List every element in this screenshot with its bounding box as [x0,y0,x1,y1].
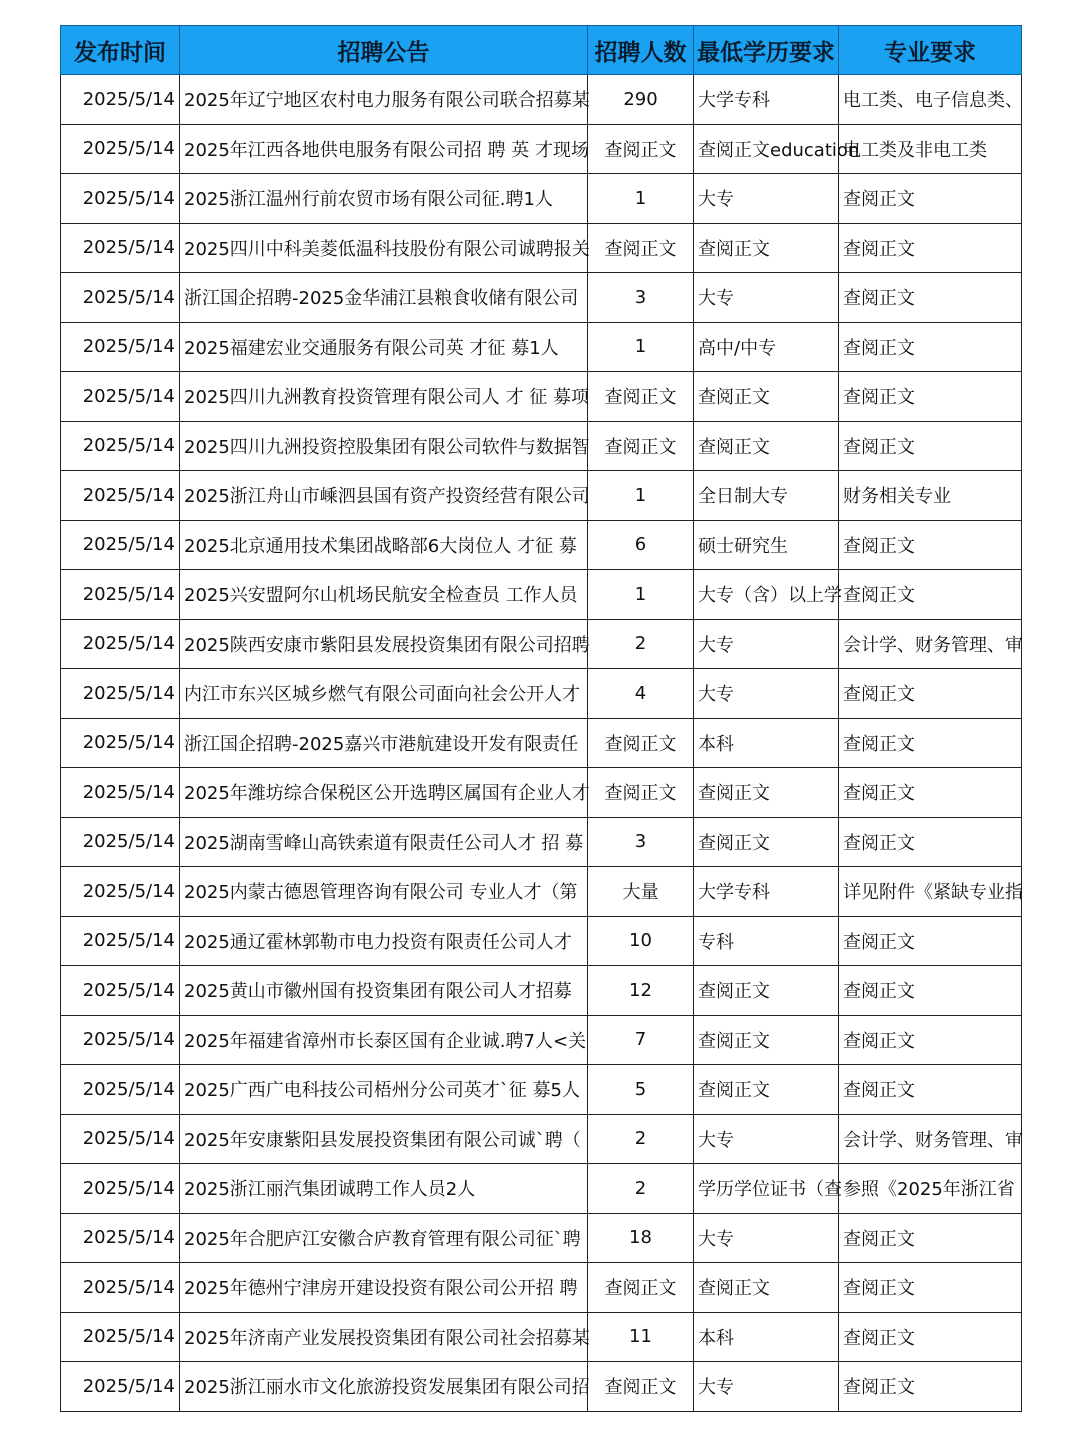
cell-min-education: 查阅正文 [694,817,839,867]
cell-publish-date: 2025/5/14 [61,619,180,669]
cell-major: 查阅正文 [839,570,1022,620]
cell-min-education: 本科 [694,1312,839,1362]
cell-major: 参照《2025年浙江省 [839,1164,1022,1214]
cell-announcement-link[interactable]: 2025浙江舟山市嵊泗县国有资产投资经营有限公司 [180,471,588,521]
cell-headcount: 查阅正文 [588,1362,694,1412]
cell-announcement-link[interactable]: 2025陕西安康市紫阳县发展投资集团有限公司招聘 [180,619,588,669]
cell-announcement-link[interactable]: 2025年江西各地供电服务有限公司招 聘 英 才现场 [180,124,588,174]
cell-major: 会计学、财务管理、审 [839,619,1022,669]
cell-publish-date: 2025/5/14 [61,421,180,471]
table-row [61,471,1022,521]
table-row [61,273,1022,323]
cell-announcement-link[interactable]: 2025兴安盟阿尔山机场民航安全检查员 工作人员 [180,570,588,620]
cell-major: 查阅正文 [839,372,1022,422]
cell-major: 查阅正文 [839,322,1022,372]
cell-min-education: 查阅正文 [694,1065,839,1115]
cell-major: 查阅正文 [839,768,1022,818]
cell-major: 查阅正文 [839,1065,1022,1115]
cell-major: 会计学、财务管理、审 [839,1114,1022,1164]
cell-headcount: 10 [588,916,694,966]
table-row [61,768,1022,818]
cell-headcount: 18 [588,1213,694,1263]
cell-headcount: 6 [588,520,694,570]
cell-headcount: 11 [588,1312,694,1362]
table-body [61,75,1022,1412]
cell-min-education: 查阅正文 [694,966,839,1016]
header-major: 专业要求 [839,26,1022,75]
cell-headcount: 12 [588,966,694,1016]
cell-min-education: 硕士研究生 [694,520,839,570]
cell-publish-date: 2025/5/14 [61,1213,180,1263]
cell-min-education: 查阅正文education [694,124,839,174]
table-row [61,817,1022,867]
cell-headcount: 290 [588,75,694,125]
cell-min-education: 高中/中专 [694,322,839,372]
table-row [61,124,1022,174]
cell-major: 查阅正文 [839,1015,1022,1065]
cell-publish-date: 2025/5/14 [61,1114,180,1164]
table-row [61,966,1022,1016]
cell-min-education: 查阅正文 [694,1263,839,1313]
cell-publish-date: 2025/5/14 [61,817,180,867]
cell-headcount: 1 [588,570,694,620]
cell-min-education: 大专 [694,1114,839,1164]
cell-announcement-link[interactable]: 2025浙江丽汽集团诚聘工作人员2人 [180,1164,588,1214]
cell-publish-date: 2025/5/14 [61,1362,180,1412]
cell-headcount: 查阅正文 [588,223,694,273]
table-row [61,1114,1022,1164]
cell-publish-date: 2025/5/14 [61,669,180,719]
table-row [61,619,1022,669]
table-row [61,570,1022,620]
cell-headcount: 查阅正文 [588,124,694,174]
cell-publish-date: 2025/5/14 [61,1312,180,1362]
table-row [61,916,1022,966]
cell-headcount: 7 [588,1015,694,1065]
table-row [61,223,1022,273]
table-row [61,1164,1022,1214]
cell-major: 详见附件《紧缺专业指 [839,867,1022,917]
cell-min-education: 大专 [694,1362,839,1412]
cell-headcount: 大量 [588,867,694,917]
header-announcement: 招聘公告 [180,26,588,75]
cell-min-education: 大学专科 [694,867,839,917]
cell-min-education: 全日制大专 [694,471,839,521]
cell-publish-date: 2025/5/14 [61,1164,180,1214]
table-row [61,867,1022,917]
table-row [61,421,1022,471]
cell-publish-date: 2025/5/14 [61,916,180,966]
cell-major: 查阅正文 [839,966,1022,1016]
cell-major: 查阅正文 [839,916,1022,966]
cell-publish-date: 2025/5/14 [61,520,180,570]
cell-min-education: 大专（含）以上学 [694,570,839,620]
cell-announcement-link[interactable]: 浙江国企招聘-2025嘉兴市港航建设开发有限责任 [180,718,588,768]
cell-min-education: 查阅正文 [694,768,839,818]
cell-headcount: 4 [588,669,694,719]
cell-publish-date: 2025/5/14 [61,372,180,422]
table-row [61,1312,1022,1362]
table-row [61,669,1022,719]
cell-min-education: 大专 [694,273,839,323]
cell-announcement-link[interactable]: 2025黄山市徽州国有投资集团有限公司人才招募 [180,966,588,1016]
cell-announcement-link[interactable]: 2025浙江丽水市文化旅游投资发展集团有限公司招 [180,1362,588,1412]
cell-headcount: 查阅正文 [588,421,694,471]
cell-publish-date: 2025/5/14 [61,768,180,818]
cell-publish-date: 2025/5/14 [61,124,180,174]
cell-min-education: 查阅正文 [694,1015,839,1065]
cell-announcement-link[interactable]: 2025北京通用技术集团战略部6大岗位人 才征 募 [180,520,588,570]
table-row [61,174,1022,224]
table-row [61,1065,1022,1115]
table-row [61,520,1022,570]
cell-announcement-link[interactable]: 2025年合肥庐江安徽合庐教育管理有限公司征`聘 [180,1213,588,1263]
cell-announcement-link[interactable]: 2025年济南产业发展投资集团有限公司社会招募某 [180,1312,588,1362]
cell-publish-date: 2025/5/14 [61,223,180,273]
cell-headcount: 查阅正文 [588,1263,694,1313]
cell-headcount: 1 [588,471,694,521]
cell-major: 财务相关专业 [839,471,1022,521]
cell-headcount: 1 [588,322,694,372]
cell-major: 电工类及非电工类 [839,124,1022,174]
cell-publish-date: 2025/5/14 [61,570,180,620]
cell-min-education: 专科 [694,916,839,966]
cell-min-education: 大专 [694,1213,839,1263]
cell-headcount: 查阅正文 [588,718,694,768]
cell-publish-date: 2025/5/14 [61,174,180,224]
cell-headcount: 5 [588,1065,694,1115]
cell-announcement-link[interactable]: 内江市东兴区城乡燃气有限公司面向社会公开人才 [180,669,588,719]
cell-publish-date: 2025/5/14 [61,718,180,768]
cell-major: 查阅正文 [839,669,1022,719]
cell-headcount: 2 [588,619,694,669]
cell-announcement-link[interactable]: 2025广西广电科技公司梧州分公司英才`征 募5人 [180,1065,588,1115]
cell-announcement-link[interactable]: 2025年潍坊综合保税区公开选聘区属国有企业人才 [180,768,588,818]
cell-headcount: 2 [588,1164,694,1214]
cell-headcount: 2 [588,1114,694,1164]
cell-announcement-link[interactable]: 2025福建宏业交通服务有限公司英 才征 募1人 [180,322,588,372]
cell-major: 查阅正文 [839,520,1022,570]
cell-publish-date: 2025/5/14 [61,1015,180,1065]
cell-announcement-link[interactable]: 2025年安康紫阳县发展投资集团有限公司诚`聘（ [180,1114,588,1164]
table-row [61,75,1022,125]
cell-publish-date: 2025/5/14 [61,273,180,323]
cell-min-education: 查阅正文 [694,421,839,471]
cell-min-education: 大学专科 [694,75,839,125]
cell-announcement-link[interactable]: 2025四川中科美菱低温科技股份有限公司诚聘报关 [180,223,588,273]
cell-publish-date: 2025/5/14 [61,322,180,372]
cell-announcement-link[interactable]: 2025年辽宁地区农村电力服务有限公司联合招募某 [180,75,588,125]
cell-publish-date: 2025/5/14 [61,966,180,1016]
table-row [61,322,1022,372]
cell-major: 查阅正文 [839,273,1022,323]
cell-publish-date: 2025/5/14 [61,75,180,125]
cell-announcement-link[interactable]: 2025年福建省漳州市长泰区国有企业诚.聘7人<关 [180,1015,588,1065]
cell-headcount: 3 [588,273,694,323]
cell-min-education: 学历学位证书（查 [694,1164,839,1214]
cell-major: 电工类、电子信息类、 [839,75,1022,125]
table-row [61,1362,1022,1412]
cell-headcount: 查阅正文 [588,372,694,422]
cell-announcement-link[interactable]: 2025湖南雪峰山高铁索道有限责任公司人才 招 募 [180,817,588,867]
cell-major: 查阅正文 [839,421,1022,471]
cell-publish-date: 2025/5/14 [61,1065,180,1115]
cell-headcount: 查阅正文 [588,768,694,818]
cell-major: 查阅正文 [839,1362,1022,1412]
cell-publish-date: 2025/5/14 [61,867,180,917]
cell-major: 查阅正文 [839,174,1022,224]
cell-announcement-link[interactable]: 2025内蒙古德恩管理咨询有限公司 专业人才（第 [180,867,588,917]
cell-announcement-link[interactable]: 2025浙江温州行前农贸市场有限公司征.聘1人 [180,174,588,224]
cell-publish-date: 2025/5/14 [61,1263,180,1313]
recruitment-table-sheet [60,25,1021,1412]
table-row [61,1015,1022,1065]
cell-major: 查阅正文 [839,223,1022,273]
table-row [61,718,1022,768]
cell-min-education: 大专 [694,174,839,224]
cell-announcement-link[interactable]: 浙江国企招聘-2025金华浦江县粮食收储有限公司 [180,273,588,323]
header-headcount: 招聘人数 [588,26,694,75]
cell-min-education: 查阅正文 [694,372,839,422]
table-row [61,1263,1022,1313]
cell-major: 查阅正文 [839,1213,1022,1263]
cell-announcement-link[interactable]: 2025四川九洲教育投资管理有限公司人 才 征 募项 [180,372,588,422]
cell-major: 查阅正文 [839,1263,1022,1313]
cell-announcement-link[interactable]: 2025通辽霍林郭勒市电力投资有限责任公司人才 [180,916,588,966]
header-publish-date: 发布时间 [61,26,180,75]
cell-major: 查阅正文 [839,1312,1022,1362]
table-row [61,1213,1022,1263]
cell-announcement-link[interactable]: 2025四川九洲投资控股集团有限公司软件与数据智 [180,421,588,471]
cell-major: 查阅正文 [839,718,1022,768]
header-row [61,26,1022,75]
cell-min-education: 本科 [694,718,839,768]
table-row [61,372,1022,422]
cell-min-education: 大专 [694,619,839,669]
recruitment-table [60,25,1022,1412]
cell-min-education: 大专 [694,669,839,719]
table-header [61,26,1022,75]
header-min-education: 最低学历要求 [694,26,839,75]
cell-headcount: 3 [588,817,694,867]
cell-min-education: 查阅正文 [694,223,839,273]
cell-announcement-link[interactable]: 2025年德州宁津房开建设投资有限公司公开招 聘 [180,1263,588,1313]
cell-major: 查阅正文 [839,817,1022,867]
cell-publish-date: 2025/5/14 [61,471,180,521]
cell-headcount: 1 [588,174,694,224]
